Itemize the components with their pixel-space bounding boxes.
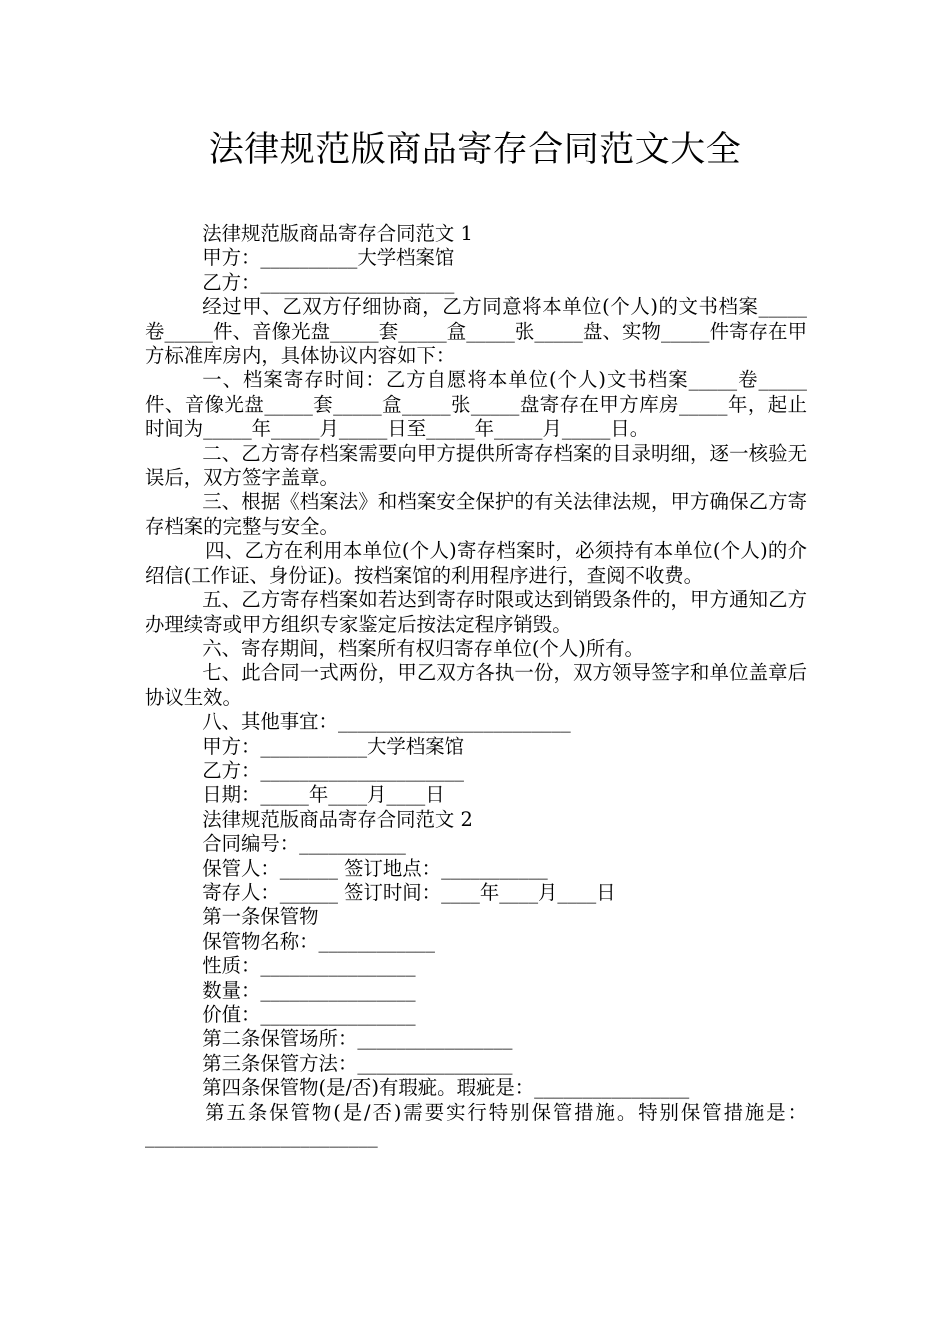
- item-nature-line: 性质：________________: [202, 954, 416, 978]
- clause-1: 一、档案寄存时间：乙方自愿将本单位(个人)文书档案_____卷_____件、音像光盘_____套_____盒_____张_____盘寄存在甲方库房_____年，起止时间为_____年_____月_____日至_____年_____月_____日。: [145, 368, 807, 441]
- document-body: [145, 222, 807, 1149]
- clause-2: 二、乙方寄存档案需要向甲方提供所寄存档案的目录明细，逐一核验无误后，双方签字盖章。: [145, 441, 807, 490]
- clause-8: 八、其他事宜：________________________: [202, 710, 571, 734]
- item-name-line: 保管物名称：____________: [202, 929, 435, 953]
- item-value-line: 价值：________________: [202, 1003, 416, 1026]
- party-a-line: 甲方：__________大学档案馆: [202, 246, 455, 270]
- article-1-heading: 第一条保管物: [202, 905, 319, 929]
- document-title: 法律规范版商品寄存合同范文大全: [208, 130, 742, 170]
- signature-date: 日期：_____年____月____日: [202, 783, 445, 807]
- party-b-line: 乙方：____________________: [202, 270, 455, 294]
- clause-3: 三、根据《档案法》和档案安全保护的有关法律法规，甲方确保乙方寄存档案的完整与安全。: [145, 490, 807, 538]
- article-5-line: 第五条保管物(是/否)需要实行特别保管措施。特别保管措施是：________________________: [145, 1100, 807, 1149]
- clause-5: 五、乙方寄存档案如若达到寄存时限或达到销毁条件的，甲方通知乙方办理续寄或甲方组织专家鉴定后按法定程序销毁。: [145, 588, 807, 636]
- custodian-line: 保管人：______ 签订地点：___________: [202, 856, 548, 880]
- section-heading-2: 法律规范版商品寄存合同范文 2: [202, 807, 473, 831]
- clause-4: 四、乙方在利用本单位(个人)寄存档案时，必须持有本单位(个人)的介绍信(工作证、身份证)。按档案馆的利用程序进行，查阅不收费。: [145, 539, 807, 587]
- clause-7: 七、此合同一式两份，甲乙双方各执一份，双方领导签字和单位盖章后协议生效。: [145, 661, 807, 709]
- clause-6: 六、寄存期间，档案所有权归寄存单位(个人)所有。: [202, 636, 644, 660]
- paragraph-intro: 经过甲、乙双方仔细协商，乙方同意将本单位(个人)的文书档案_____卷_____件、音像光盘_____套_____盒_____张_____盘、实物_____件寄存在甲方标准库房内，具体协议内容如下：: [145, 295, 807, 368]
- section-heading-1: 法律规范版商品寄存合同范文 1: [202, 222, 473, 245]
- article-4-line: 第四条保管物(是/否)有瑕疵。瑕疵是：________________: [202, 1076, 690, 1100]
- signature-party-b: 乙方：_____________________: [202, 758, 464, 782]
- item-quantity-line: 数量：________________: [202, 978, 416, 1002]
- article-2-line: 第二条保管场所：________________: [202, 1027, 513, 1051]
- depositor-line: 寄存人：______ 签订时间：____年____月____日: [202, 880, 616, 904]
- article-3-line: 第三条保管方法：________________: [202, 1051, 513, 1075]
- contract-number-line: 合同编号：___________: [202, 832, 406, 856]
- signature-party-a: 甲方：___________大学档案馆: [202, 734, 464, 758]
